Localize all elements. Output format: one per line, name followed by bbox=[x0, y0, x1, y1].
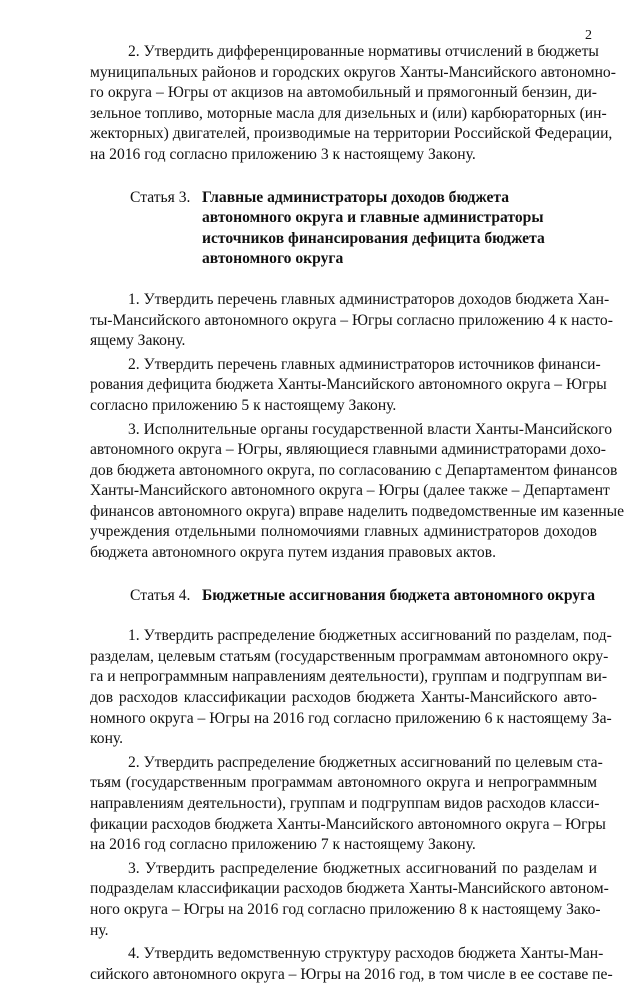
text-line: жекторных) двигателей, производимые на территории Российской Федерации, bbox=[90, 125, 613, 143]
paragraph bbox=[90, 626, 612, 750]
article-title-line: автономного округа и главные администраторы bbox=[202, 209, 544, 227]
text-line: го округа – Югры от акцизов на автомобильный и прямогонный бензин, ди- bbox=[90, 84, 597, 102]
text-line: 3. Исполнительные органы государственной власти Ханты-Мансийского bbox=[128, 420, 613, 438]
text-line: Ханты-Мансийского автономного округа – Югры (далее также – Департамент bbox=[90, 482, 610, 500]
text-line: учреждения отдельными полномочиями главных администраторов доходов bbox=[90, 523, 597, 541]
text-line: 2. Утвердить дифференцированные нормативы отчислений в бюджеты bbox=[128, 43, 599, 60]
article-heading bbox=[90, 586, 597, 607]
article-title-line: Главные администраторы доходов бюджета bbox=[202, 188, 510, 206]
text-line: ного округа – Югры на 2016 год согласно приложению 8 к настоящему Зако- bbox=[90, 900, 601, 918]
text-line: муниципальных районов и городских округов Ханты-Мансийского автономно- bbox=[90, 63, 616, 81]
article-title bbox=[202, 586, 595, 607]
text-line: автономного округа – Югры, являющиеся главными администраторами дохо- bbox=[90, 441, 606, 459]
article-title-line: Бюджетные ассигнования бюджета автономного округа bbox=[202, 586, 596, 604]
document-body bbox=[90, 42, 625, 988]
text-line: подразделам классификации расходов бюджета Ханты-Мансийского автоном- bbox=[90, 880, 609, 898]
page-number: 2 bbox=[585, 28, 592, 43]
text-line: тьям (государственным программам автономного округа и непрограммным bbox=[90, 774, 597, 792]
text-line: дов расходов классификации расходов бюджета Ханты-Мансийского авто- bbox=[90, 689, 597, 707]
article-label: Статья 3. bbox=[130, 188, 191, 206]
text-line: согласно приложению 5 к настоящему Закону. bbox=[90, 396, 397, 414]
text-line: га и непрограммным направлениям деятельности), группам и подгруппам ви- bbox=[90, 668, 608, 686]
article-heading bbox=[90, 188, 597, 270]
article-title-line: автономного округа bbox=[202, 250, 344, 268]
text-line: рования дефицита бюджета Ханты-Мансийского автономного округа – Югры bbox=[90, 376, 607, 394]
text-line: номного округа – Югры на 2016 год согласно приложению 6 к настоящему За- bbox=[90, 709, 612, 727]
article-title-line: источников финансирования дефицита бюджета bbox=[202, 229, 545, 247]
text-line: ты-Мансийского автономного округа – Югры согласно приложению 4 к насто- bbox=[90, 311, 613, 329]
article-title bbox=[202, 188, 545, 270]
text-line: кону. bbox=[90, 730, 124, 748]
text-line: 4. Утвердить ведомственную структуру расходов бюджета Ханты-Ман- bbox=[128, 945, 604, 963]
text-line: 1. Утвердить перечень главных администраторов доходов бюджета Хан- bbox=[128, 290, 610, 308]
paragraph bbox=[90, 420, 625, 564]
paragraph bbox=[90, 753, 606, 856]
paragraph bbox=[90, 290, 613, 352]
paragraph bbox=[90, 42, 616, 166]
text-line: ящему Закону. bbox=[90, 332, 186, 350]
text-line: фикации расходов бюджета Ханты-Мансийского автономного округа – Югры bbox=[90, 815, 606, 833]
text-line: направлениям деятельности), группам и подгруппам видов расходов класси- bbox=[90, 795, 600, 812]
text-line: на 2016 год согласно приложению 3 к настоящему Закону. bbox=[90, 145, 476, 163]
paragraph bbox=[90, 944, 613, 985]
text-line: разделам, целевым статьям (государственным программам автономного окру- bbox=[90, 647, 609, 665]
text-line: ну. bbox=[90, 921, 109, 939]
paragraph bbox=[90, 355, 607, 417]
text-line: финансов автономного округа) вправе наделить подведомственные им казенные bbox=[90, 502, 625, 520]
text-line: 2. Утвердить перечень главных администраторов источников финанси- bbox=[128, 355, 601, 373]
text-line: 1. Утвердить распределение бюджетных ассигнований по разделам, под- bbox=[128, 627, 612, 645]
paragraph bbox=[90, 859, 609, 941]
text-line: сийского автономного округа – Югры на 2016 год, в том числе в ее составе пе- bbox=[90, 965, 613, 983]
text-line: бюджета автономного округа путем издания правовых актов. bbox=[90, 544, 496, 562]
text-line: 3. Утвердить распределение бюджетных ассигнований по разделам и bbox=[128, 859, 597, 877]
text-line: дов бюджета автономного округа, по согласованию с Департаментом финансов bbox=[90, 461, 618, 479]
text-line: на 2016 год согласно приложению 7 к настоящему Закону. bbox=[90, 836, 476, 854]
text-line: 2. Утвердить распределение бюджетных ассигнований по целевым ста- bbox=[128, 753, 603, 771]
article-label: Статья 4. bbox=[130, 586, 191, 604]
text-line: зельное топливо, моторные масла для дизельных и (или) карбюраторных (ин- bbox=[90, 104, 607, 122]
